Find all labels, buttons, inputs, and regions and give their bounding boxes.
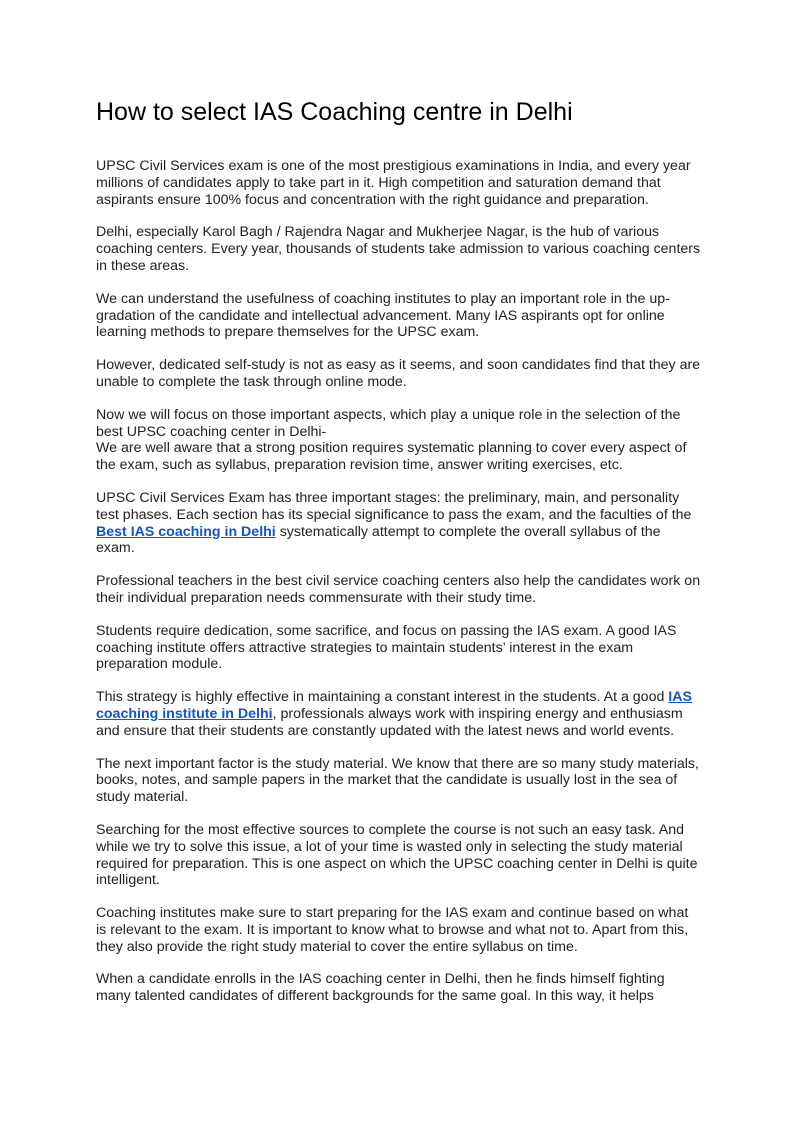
paragraph: Searching for the most effective sources to complete the course is not such an easy task. And while we try to solve this issue, a lot of your time is wasted only in selecting the study material required for preparation. This is one aspect on which the UPSC coaching center in Delhi is quite intelligent. <box>96 821 698 889</box>
paragraph: Delhi, especially Karol Bagh / Rajendra Nagar and Mukherjee Nagar, is the hub of various coaching centers. Every year, thousands of students take admission to various coaching centers in these areas. <box>96 224 701 274</box>
paragraph: Now we will focus on those important aspects, which play a unique role in the selection of the best UPSC coaching center in Delhi- <box>96 406 681 440</box>
best-ias-coaching-link[interactable]: Best IAS coaching in Delhi <box>96 523 276 540</box>
paragraph-text: This strategy is highly effective in maintaining a constant interest in the students. At a good <box>96 689 669 706</box>
paragraph: Students require dedication, some sacrifice, and focus on passing the IAS exam. A good IAS coaching institute offers attractive strategies to maintain students’ interest in the exam preparation module. <box>96 622 677 673</box>
paragraph-with-link <box>96 689 702 739</box>
paragraph: When a candidate enrolls in the IAS coaching center in Delhi, then he finds himself fighting many talented candidates of different backgrounds for the same goal. In this way, it helps <box>96 971 665 1005</box>
page-title: How to select IAS Coaching centre in Delhi <box>96 98 573 126</box>
paragraph-text: , professionals always work with inspiring energy and enthusiasm and ensure that their students are constantly updated with the latest news and world events. <box>96 705 683 739</box>
paragraph: Coaching institutes make sure to start preparing for the IAS exam and continue based on what is relevant to the exam. It is important to know what to browse and what not to. Apart from this, they also provide the right study material to cover the entire syllabus on time. <box>96 905 689 955</box>
document-page <box>96 96 702 1021</box>
ias-coaching-institute-link[interactable]: IAS coaching institute in Delhi <box>96 689 692 722</box>
paragraph-with-link <box>96 490 702 557</box>
paragraph: We can understand the usefulness of coaching institutes to play an important role in the up-gradation of the candidate and intellectual advancement. Many IAS aspirants opt for online learning methods to prepare themselves for the UPSC exam. <box>96 290 670 341</box>
paragraph: However, dedicated self-study is not as easy as it seems, and soon candidates find that they are unable to complete the task through online mode. <box>96 357 701 390</box>
paragraph-text: systematically attempt to complete the overall syllabus of the exam. <box>96 523 661 557</box>
paragraph: The next important factor is the study material. We know that there are so many study materials, books, notes, and sample papers in the market that the candidate is usually lost in the sea of study material. <box>96 755 699 806</box>
paragraph: UPSC Civil Services exam is one of the most prestigious examinations in India, and every year millions of candidates apply to take part in it. High competition and saturation demand that aspirants ensure 100% focus and concentration with the right guidance and preparation. <box>96 158 691 208</box>
paragraph-text: UPSC Civil Services Exam has three important stages: the preliminary, main, and personality test phases. Each section has its special significance to pass the exam, and the faculties of the <box>96 489 692 523</box>
paragraph: Professional teachers in the best civil service coaching centers also help the candidates work on their individual preparation needs commensurate with their study time. <box>96 573 701 606</box>
paragraph: We are well aware that a strong position requires systematic planning to cover every aspect of the exam, such as syllabus, preparation revision time, answer writing exercises, etc. <box>96 440 687 474</box>
